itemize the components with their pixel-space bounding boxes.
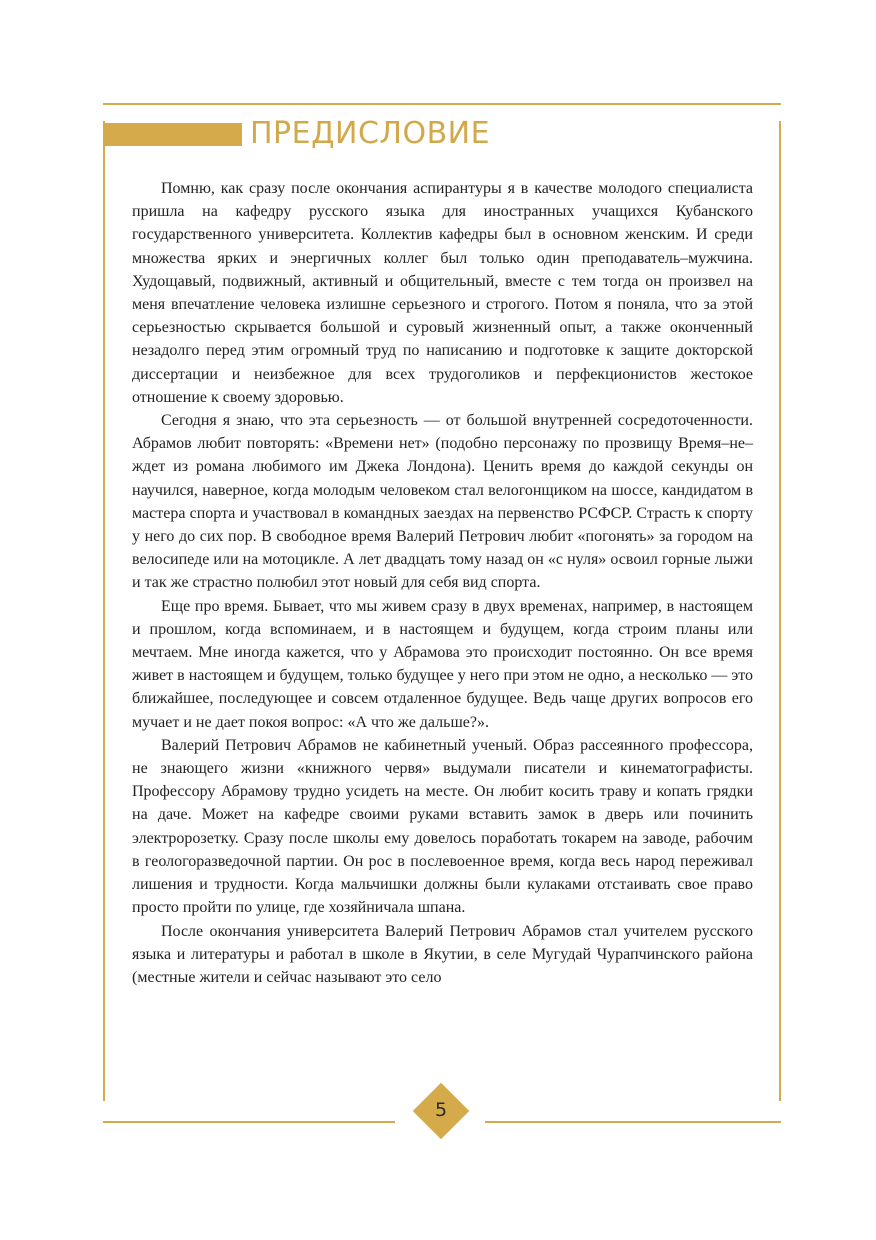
paragraph: Валерий Петрович Абрамов не кабинетный ученый. Образ рассеянного профессора, не знающего жизни «книжного червя» выдумали писатели и кинематографисты. Профессору Абрамову трудно усидеть на месте. Он любит косить траву и копать грядки на даче. Может на кафедре своими руками вставить замок в дверь или починить электророзетку. Сразу после школы ему довелось поработать токарем на заводе, рабочим в геологоразведочной партии. Он рос в послевоенное время, когда весь народ переживал лишения и трудности. Когда мальчишки должны были кулаками отстаивать свое право просто пройти по улице, где хозяйничала шпана. <box>132 736 753 917</box>
page-title: ПРЕДИСЛОВИЕ <box>250 116 491 151</box>
paragraph: Еще про время. Бывает, что мы живем сразу в двух временах, например, в настоящем и прошлом, когда вспоминаем, и в настоящем и будущем, когда строим планы или мечтаем. Мне иногда кажется, что у Абрамова это происходит постоянно. Он все время живет в настоящем и будущем, только будущее у него при этом не одно, а несколько — это ближайшее, последующее и совсем отдаленное будущее. Ведь чаще других вопросов его мучает и не дает покоя вопрос: «А что же дальше?». <box>132 597 753 731</box>
bottom-gold-rule-right <box>485 1121 781 1123</box>
paragraph: После окончания университета Валерий Петрович Абрамов стал учителем русского языка и литературы и работал в школе в Якутии, в селе Мугудай Чурапчинского района (местные жители и сейчас называют это село <box>132 922 753 986</box>
paragraph: Помню, как сразу после окончания аспирантуры я в качестве молодого специалиста пришла на кафедру русского языка для иностранных учащихся Кубанского государственного университета. Коллектив кафедры был в основном женским. И среди множества ярких и энергичных коллег был только один преподаватель–мужчина. Худощавый, подвижный, активный и общительный, вместе с тем тогда он произвел на меня впечатление человека излишне серьезного и строгого. Потом я поняла, что за этой серьезностью скрывается большой и суровый жизненный опыт, а также оконченный незадолго перед этим огромный труд по написанию и подготовке к защите докторской диссертации и неизбежное для всех трудоголиков и перфекционистов жестокое отношение к своему здоровью. <box>132 180 753 406</box>
bottom-gold-rule-left <box>103 1121 395 1123</box>
page-number-badge <box>412 1082 470 1140</box>
right-gold-rule <box>779 121 781 1101</box>
paragraph: Сегодня я знаю, что эта серьезность — от большой внутренней сосредоточенности. Абрамов любит повторять: «Времени нет» (подобно персонажу по прозвищу Время–не–ждет из романа любимого им Джека Лондона). Ценить время до каждой секунды он научился, наверное, когда молодым человеком стал велогонщиком на шоссе, кандидатом в мастера спорта и участвовал в командных заездах на первенство РСФСР. Страсть к спорту у него до сих пор. В свободное время Валерий Петрович любит «погонять» за городом на велосипеде или на мотоцикле. А лет двадцать тому назад он «с нуля» освоил горные лыжи и так же страстно полюбил этот новый для себя вид спорта. <box>132 412 753 592</box>
page-number: 5 <box>434 1099 448 1121</box>
title-accent-bar <box>103 123 242 146</box>
top-gold-rule <box>103 103 781 105</box>
left-gold-rule <box>103 121 105 1101</box>
body-text <box>132 177 753 989</box>
